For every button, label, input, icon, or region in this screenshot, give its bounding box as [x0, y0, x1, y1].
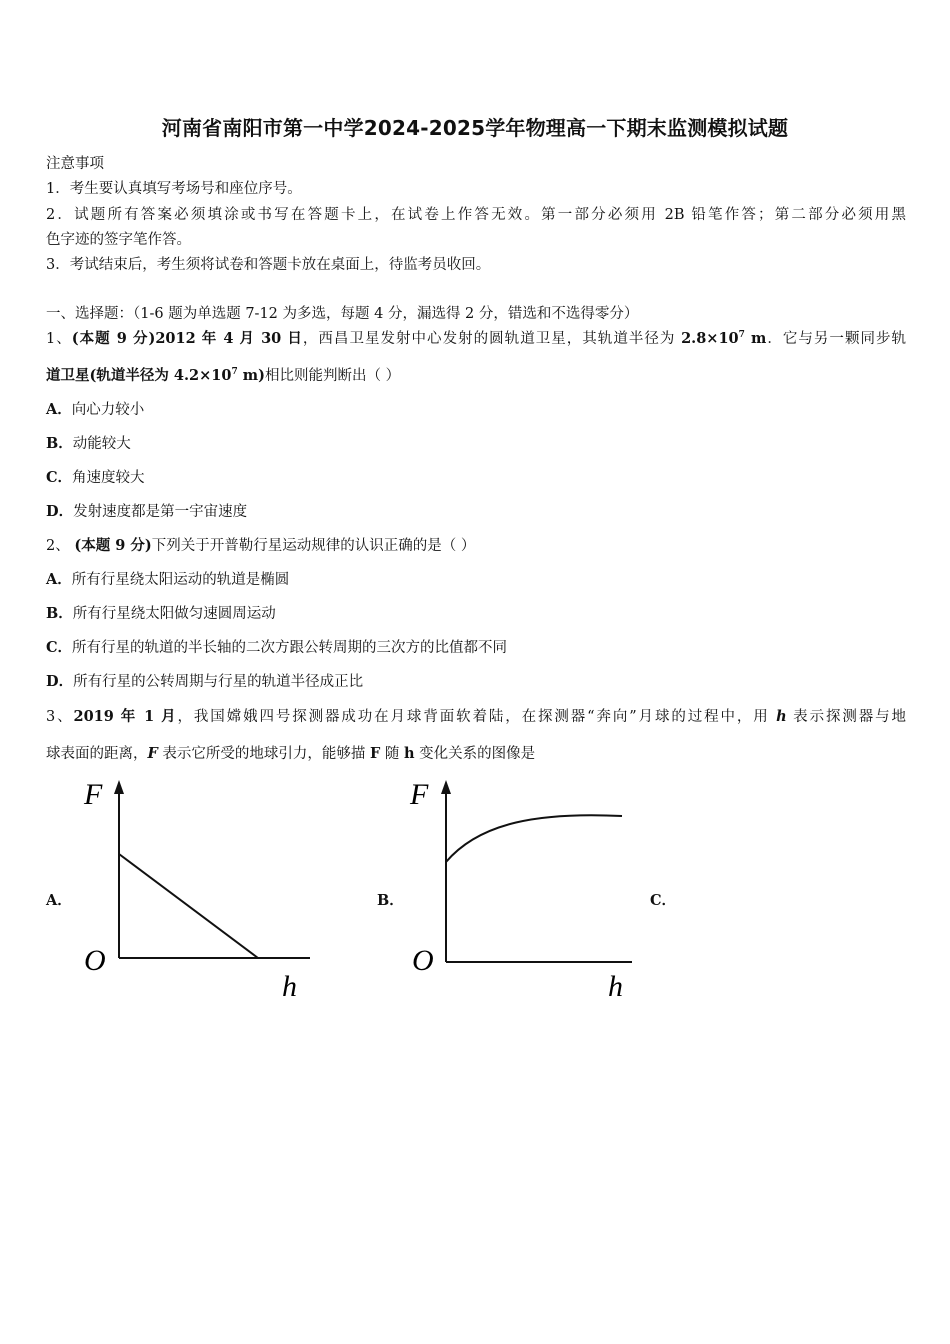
- q3-text-a: ，我国嫦娥四号探测器成功在月球背面软着陆，在探测器“奔向”月球的过程中，用: [177, 709, 777, 725]
- q2-points: (本题 9 分): [74, 537, 152, 554]
- option-key: C．: [46, 639, 73, 656]
- q3-var-F2: F: [370, 745, 381, 762]
- q3-text-f: 变化关系的图像是: [414, 746, 536, 762]
- option-key: D．: [46, 503, 74, 520]
- page-title: 河南省南阳市第一中学2024-2025学年物理高一下期末监测模拟试题: [161, 116, 789, 140]
- q1-option-c: [46, 466, 145, 487]
- q1-radius2-exp: 7: [231, 367, 238, 378]
- notice-item-3: 3．考试结束后，考生须将试卷和答题卡放在桌面上，待监考员收回。: [46, 257, 491, 273]
- x-axis-label: h: [608, 970, 623, 1003]
- q2-option-b: [46, 602, 276, 623]
- origin-label: O: [412, 944, 434, 977]
- q3-graph-b: [400, 770, 650, 1010]
- q1-text-b: ．它与另一颗同步轨: [766, 331, 907, 347]
- q3-option-b-label: B．: [377, 892, 404, 909]
- q3-graph-a: [70, 770, 320, 1010]
- y-axis-label: F: [410, 778, 429, 811]
- q3-option-c-label: C．: [650, 892, 677, 909]
- section-heading: 一、选择题：（1-6 题为单选题 7-12 为多选，每题 4 分，漏选得 2 分，错选和不选得零分）: [46, 306, 639, 322]
- option-key: B．: [46, 435, 73, 452]
- q3-var-h2: h: [404, 745, 415, 762]
- y-axis-arrow: [441, 780, 451, 794]
- q3-option-a-label: A．: [46, 892, 72, 909]
- q1-option-a: [46, 398, 144, 419]
- q1-stem-line2: [46, 364, 400, 385]
- option-text: 向心力较小: [71, 402, 145, 418]
- option-text: 角速度较大: [72, 470, 145, 486]
- q2-stem: [46, 534, 475, 555]
- option-text: 发射速度都是第一宇宙速度: [73, 504, 248, 520]
- q1-radius-value: 2.8×10: [681, 330, 739, 347]
- q3-text-c: 球表面的距离，: [46, 746, 148, 762]
- notice-item-2-cont: 色字迹的签字笔作答。: [46, 232, 191, 248]
- q1-option-b: [46, 432, 131, 453]
- q3-text-b: 表示探测器与地: [786, 709, 906, 725]
- q2-number: 2、: [46, 538, 75, 554]
- q3-date: 2019 年 1 月: [73, 708, 178, 725]
- q2-option-d: [46, 670, 363, 691]
- graph-curve: [446, 815, 622, 862]
- y-axis-label: F: [84, 778, 103, 811]
- q2-option-c: [46, 636, 507, 657]
- q2-option-a: [46, 568, 289, 589]
- q1-stem-line1: [46, 327, 906, 348]
- option-text: 所有行星的公转周期与行星的轨道半径成正比: [73, 674, 364, 690]
- q1-radius2-value: 4.2×10: [173, 367, 232, 384]
- q1-text-a: ，西昌卫星发射中心发射的圆轨道卫星，其轨道半径为: [302, 331, 682, 347]
- q3-text-e: 随: [380, 746, 405, 762]
- q3-var-F: F: [147, 745, 158, 762]
- x-axis-label: h: [282, 970, 297, 1003]
- q3-text-d: 表示它所受的地球引力，能够描: [157, 746, 371, 762]
- q3-var-h: h: [776, 708, 787, 725]
- q1-number: 1、: [46, 331, 72, 347]
- option-text: 所有行星绕太阳做匀速圆周运动: [72, 606, 276, 622]
- option-text: 所有行星的轨道的半长轴的二次方跟公转周期的三次方的比值都不同: [72, 640, 508, 656]
- q1-text-c: 道卫星(轨道半径为: [46, 367, 174, 384]
- y-axis-arrow: [114, 780, 124, 794]
- option-key: D．: [46, 673, 74, 690]
- option-key: C．: [46, 469, 73, 486]
- q2-text: 下列关于开普勒行星运动规律的认识正确的是（ ）: [151, 538, 476, 554]
- option-text: 所有行星绕太阳运动的轨道是椭圆: [71, 572, 290, 588]
- q1-radius-unit: m: [744, 330, 767, 347]
- q1-option-d: [46, 500, 247, 521]
- q1-radius-exp: 7: [738, 330, 745, 341]
- origin-label: O: [84, 944, 106, 977]
- q1-radius2-unit: m): [237, 367, 266, 384]
- q3-stem-line2: [46, 742, 535, 763]
- option-key: A．: [46, 401, 72, 418]
- q3-stem-line1: [46, 705, 906, 726]
- option-key: A．: [46, 571, 72, 588]
- option-text: 动能较大: [72, 436, 131, 452]
- notice-heading: 注意事项: [46, 156, 104, 172]
- option-key: B．: [46, 605, 73, 622]
- q1-points-date: (本题 9 分)2012 年 4 月 30 日: [71, 330, 303, 347]
- q3-number: 3、: [46, 709, 74, 725]
- notice-item-2: 2．试题所有答案必须填涂或书写在答题卡上，在试卷上作答无效。第一部分必须用 2B 铅笔作答；第二部分必须用黑: [46, 207, 906, 223]
- graph-line: [119, 854, 258, 958]
- q1-text-d: 相比则能判断出（ ）: [265, 368, 401, 384]
- notice-item-1: 1．考生要认真填写考场号和座位序号。: [46, 181, 302, 197]
